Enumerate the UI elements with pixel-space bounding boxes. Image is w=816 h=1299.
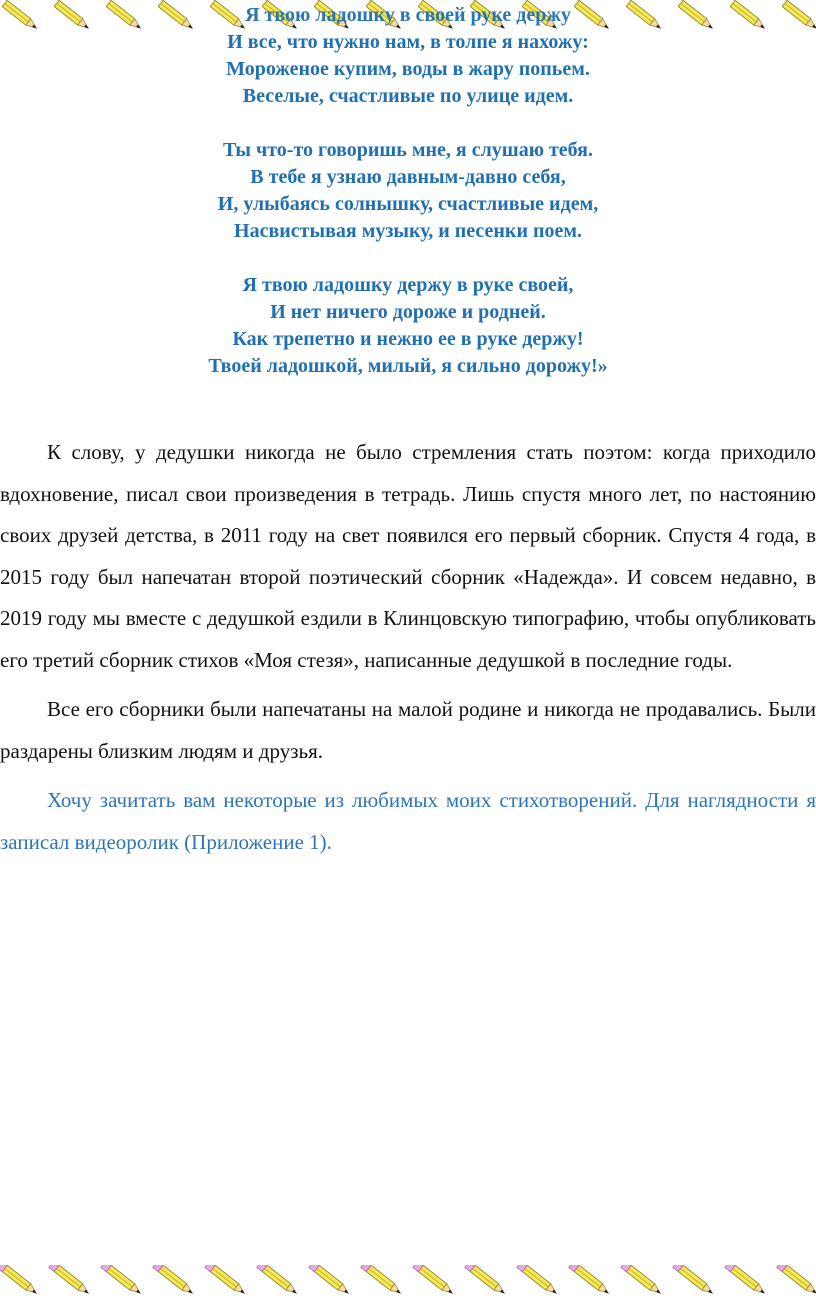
poem-stanza-3 <box>0 272 816 380</box>
pencil-border-bottom-icons <box>0 1265 816 1299</box>
pencil-icon <box>309 1265 352 1297</box>
poem-stanza-1 <box>0 2 816 110</box>
prose-body <box>0 432 816 871</box>
pencil-icon <box>153 1265 196 1297</box>
pencil-icon <box>49 1265 92 1297</box>
pencil-icon <box>101 1265 144 1297</box>
pencil-icon <box>673 1265 716 1297</box>
poem-line: И все, что нужно нам, в толпе я нахожу: <box>227 31 589 53</box>
poem-line: В тебе я узнаю давным-давно себя, <box>250 166 566 188</box>
poem-line: Ты что-то говоришь мне, я слушаю тебя. <box>222 139 593 161</box>
poem-line: Я твою ладошку держу в руке своей, <box>242 274 574 296</box>
pencil-icon <box>517 1265 560 1297</box>
poem-stanza-2 <box>0 137 816 245</box>
paragraph-collections-gifted: Все его сборники были напечатаны на малой родине и никогда не продавались. Были раздарены близким людям и друзья. <box>0 697 816 763</box>
poem-line: И, улыбаясь солнышку, счастливые идем, <box>217 193 599 215</box>
poem-line: Как трепетно и нежно ее в руке держу! <box>232 328 584 350</box>
poem <box>0 2 816 407</box>
pencil-icon <box>0 1265 39 1297</box>
pencil-icon <box>569 1265 612 1297</box>
paragraph-collections-history: К слову, у дедушки никогда не было стремления стать поэтом: когда приходило вдохновение, писал свои произведения в тетрадь. Лишь спустя много лет, по настоянию своих друзей детства, в 2011 году на свет появился его первый сборник. Спустя 4 года, в 2015 году был напечатан второй поэтический сборник «Надежда». И совсем недавно, в 2019 году мы вместе с дедушкой ездили в Клинцовскую типографию, чтобы опубликовать его третий сборник стихов «Моя стезя», написанные дедушкой в последние годы. <box>0 440 816 672</box>
poem-line: Мороженое купим, воды в жару попьем. <box>226 58 590 80</box>
pencil-icon <box>465 1265 508 1297</box>
poem-line: Веселые, счастливые по улице идем. <box>242 85 574 107</box>
poem-line: Насвистывая музыку, и песенки поем. <box>234 220 582 242</box>
pencil-icon <box>621 1265 664 1297</box>
poem-line: Я твою ладошку в своей руке держу <box>245 4 571 26</box>
poem-line: И нет ничего дороже и родней. <box>270 301 546 323</box>
pencil-icon <box>257 1265 300 1297</box>
pencil-icon <box>413 1265 456 1297</box>
paragraph-video-note: Хочу зачитать вам некоторые из любимых моих стихотворений. Для наглядности я записал видеоролик (Приложение 1). <box>0 788 816 854</box>
pencil-icon <box>725 1265 768 1297</box>
bottom-pencil-border <box>0 1265 816 1299</box>
pencil-icon <box>777 1265 816 1297</box>
poem-line: Твоей ладошкой, милый, я сильно дорожу!» <box>208 355 608 377</box>
pencil-icon <box>361 1265 404 1297</box>
pencil-icon <box>205 1265 248 1297</box>
